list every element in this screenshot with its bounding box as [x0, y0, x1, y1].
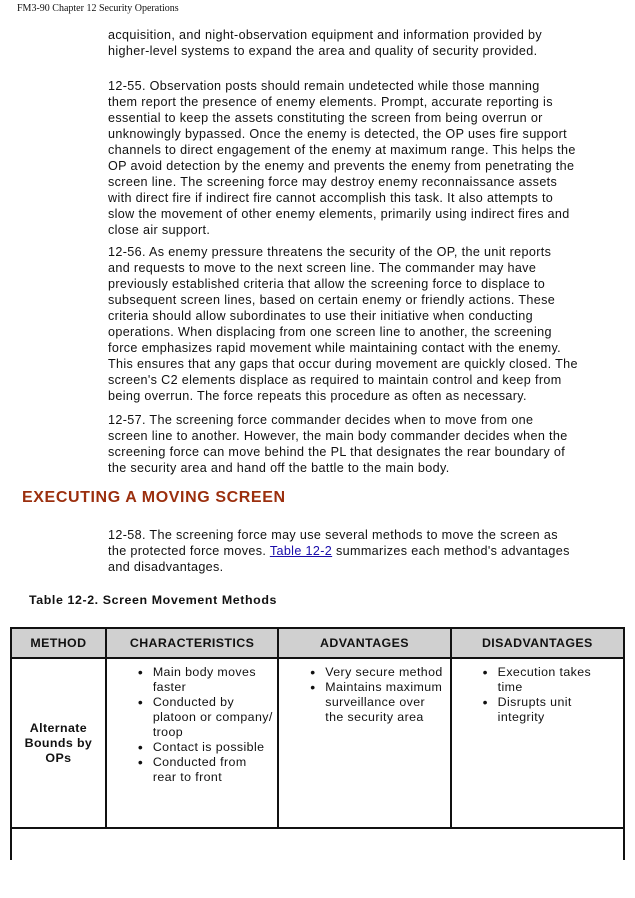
column-header: DISADVANTAGES [451, 628, 624, 658]
characteristics-cell [106, 658, 278, 828]
list-item: • Very secure method [325, 665, 445, 680]
paragraph-12-56: 12-56. As enemy pressure threatens the security of the OP, the unit reports and requests to move to the next screen line. The commander may have previously established criteria that allow the screening force to displace to subsequent screen lines, based on certain enemy or friendly actions. These criteria should allow subordinates to use their initiative when conducting operations. When displacing from one screen line to another, the screening force emphasizes rapid movement while maintaining contact with the enemy. This ensures that any gaps that occur during movement are quickly closed. The screen's C2 elements displace as required to maintain control and keep from being overrun. The force repeats this procedure as often as necessary. [108, 245, 578, 403]
table-continuation [10, 820, 625, 860]
list-item: • Execution takes time [498, 665, 619, 695]
paragraph-intro: acquisition, and night-observation equipment and information provided by higher-level systems to expand the area and quality of security provided. [108, 28, 543, 58]
list-item: • Contact is possible [153, 740, 273, 755]
list-item: • Conducted from rear to front [153, 755, 273, 785]
text: summarizes each method's advantages and disadvantages. [108, 544, 570, 574]
advantages-cell [278, 658, 450, 828]
list-item: • Conducted by platoon or company/ troop [153, 695, 273, 740]
paragraph-12-58 [108, 527, 608, 575]
method-text: Alternate Bounds by OPs [24, 720, 93, 765]
page-header: FM3-90 Chapter 12 Security Operations [17, 3, 179, 14]
text: 12-58. The screening force may use several methods to move the screen as the protected force moves. [108, 528, 558, 558]
column-header: ADVANTAGES [278, 628, 450, 658]
list-item: • Disrupts unit integrity [498, 695, 619, 725]
disadvantages-cell [451, 658, 624, 828]
method-cell [11, 658, 106, 828]
column-header: METHOD [11, 628, 106, 658]
list-item: • Maintains maximum surveillance over the security area [325, 680, 445, 725]
table-link[interactable]: Table 12-2 [269, 544, 333, 558]
paragraph-12-55: 12-55. Observation posts should remain undetected while those manning them report the presence of enemy elements. Prompt, accurate reporting is essential to keep the assets constituting the screen from being overrun or unknowingly bypassed. Once the enemy is detected, the OP uses fire support channels to direct engagement of the enemy at maximum range. This helps the OP avoid detection by the enemy and prevents the enemy from penetrating the screen line. The screening force may destroy enemy reconnaissance assets with direct fire if indirect fire cannot accomplish this task. It also attempts to slow the movement of other enemy elements, primarily using indirect fires and close air support. [108, 79, 576, 237]
paragraph-12-57: 12-57. The screening force commander decides when to move from one screen line to another. However, the main body commander decides when the screening force can move behind the PL that designates the rear boundary of the security area and hand off the battle to the main body. [108, 413, 568, 475]
table-caption: Table 12-2. Screen Movement Methods [29, 593, 277, 607]
screen-movement-table [10, 627, 625, 829]
list-item: • Main body moves faster [153, 665, 273, 695]
table-header-row [11, 628, 624, 658]
column-header: CHARACTERISTICS [106, 628, 278, 658]
section-heading: EXECUTING A MOVING SCREEN [22, 489, 286, 506]
table-row [11, 658, 624, 828]
